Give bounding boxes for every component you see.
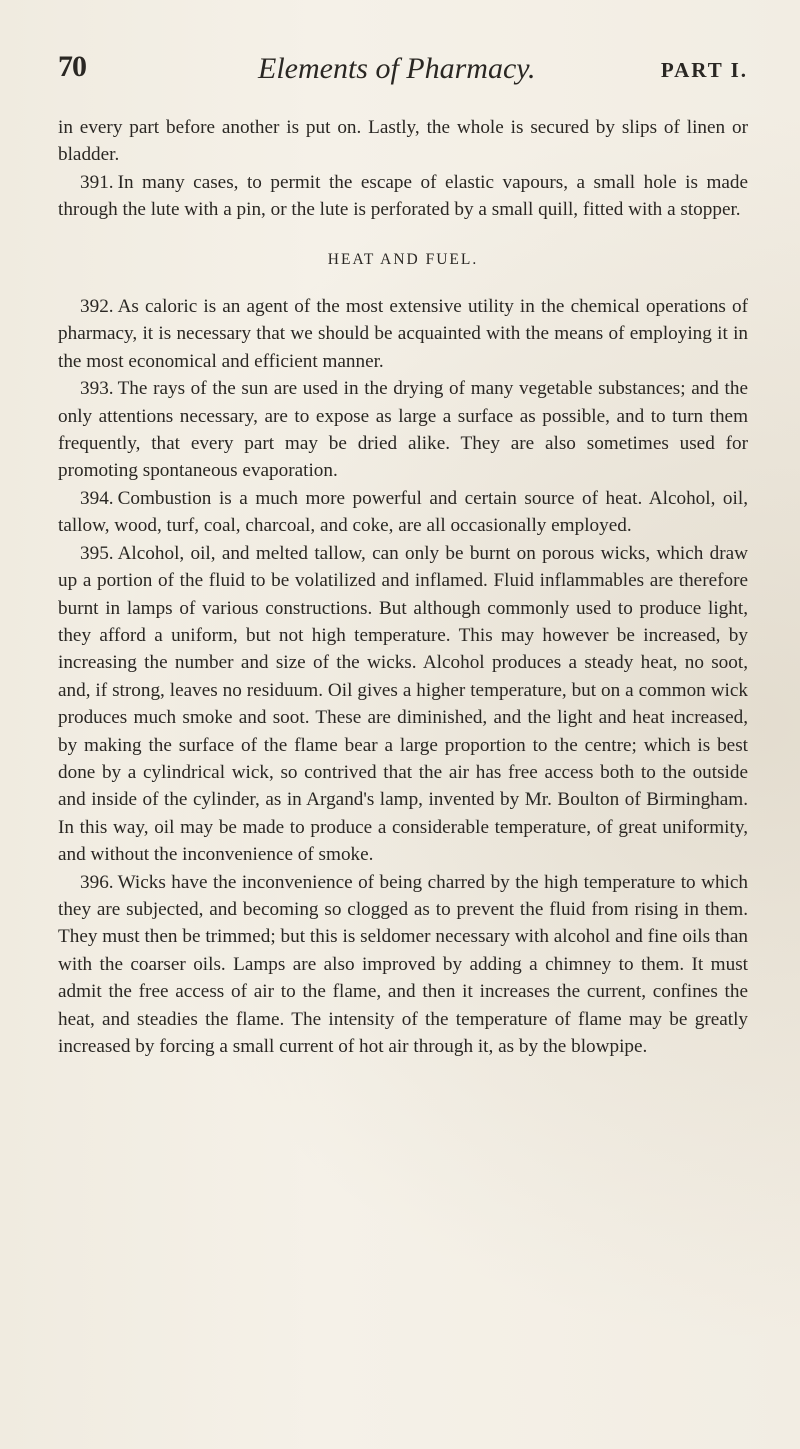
paragraph-396 — [58, 869, 748, 1061]
running-title: Elements of Pharmacy. — [258, 52, 536, 85]
paragraph-text: The rays of the sun are used in the drying of many vegetable substances; and the only attentions necessary, are to expose as large a surface as possible, and to turn them frequently, that every part may be dried alike. They are also sometimes used for promoting spontaneous evaporation. — [58, 378, 748, 482]
paragraph-391 — [58, 169, 748, 224]
paragraph-number: 391. — [80, 171, 114, 193]
paragraph-392 — [58, 293, 748, 375]
paragraph-text: Alcohol, oil, and melted tallow, can only be burnt on porous wicks, which draw up a portion of the fluid to be volatilized and inflamed. Fluid inflammables are therefore burnt in lamps of various constructions. But although commonly used to produce light, they afford a uniform, but not high temperature. This may however be increased, by increasing the number and size of the wicks. Alcohol produces a steady heat, no soot, and, if strong, leaves no residuum. Oil gives a higher temperature, but on a common wick produces much smoke and soot. These are diminished, and the light and heat increased, by making the surface of the flame bear a large proportion to the centre; which is best done by a cylindrical wick, so contrived that the air has free access both to the outside and inside of the cylinder, as in Argand's lamp, invented by Mr. Boulton of Birmingham. In this way, oil may be made to produce a considerable temperature, of great uniformity, and without the inconvenience of smoke. — [58, 542, 748, 866]
paragraph-number: 393. — [80, 378, 114, 400]
body-text — [58, 114, 748, 1060]
paragraph-395 — [58, 540, 748, 869]
paragraph-text: In many cases, to permit the escape of elastic vapours, a small hole is made through the lute with a pin, or the lute is perforated by a small quill, fitted with a stopper. — [58, 171, 748, 221]
paragraph-text: Wicks have the inconvenience of being charred by the high temperature to which they are subjected, and becoming so clogged as to prevent the fluid from rising in them. They must then be trimmed; but this is seldomer necessary with alcohol and fine oils than with the coarser oils. Lamps are also improved by adding a chimney to them. It must admit the free access of air to the flame, and then it increases the current, confines the heat, and steadies the flame. The intensity of the temperature of flame may be greatly increased by forcing a small current of hot air through it, as by the blowpipe. — [58, 871, 748, 1057]
running-head — [58, 50, 748, 94]
paragraph-number: 394. — [80, 487, 114, 509]
paragraph-text: As caloric is an agent of the most extensive utility in the chemical operations of pharmacy, it is necessary that we should be acquainted with the means of employing it in the most economical and efficient manner. — [58, 296, 748, 372]
part-label: PART I. — [660, 58, 748, 82]
paragraph-394 — [58, 485, 748, 540]
section-heading: HEAT AND FUEL. — [327, 250, 479, 268]
paragraph-number: 392. — [80, 296, 114, 318]
paragraph-number: 396. — [80, 871, 114, 893]
paragraph-text: in every part before another is put on. Lastly, the whole is secured by slips of linen or bladder. — [58, 117, 748, 166]
paragraph-393 — [58, 375, 748, 485]
paragraph-continued — [58, 114, 748, 169]
paragraph-number: 395. — [80, 542, 114, 564]
paragraph-text: Combustion is a much more powerful and certain source of heat. Alcohol, oil, tallow, wood, turf, coal, charcoal, and coke, are all occasionally employed. — [58, 487, 748, 537]
page-number: 70 — [58, 50, 86, 83]
